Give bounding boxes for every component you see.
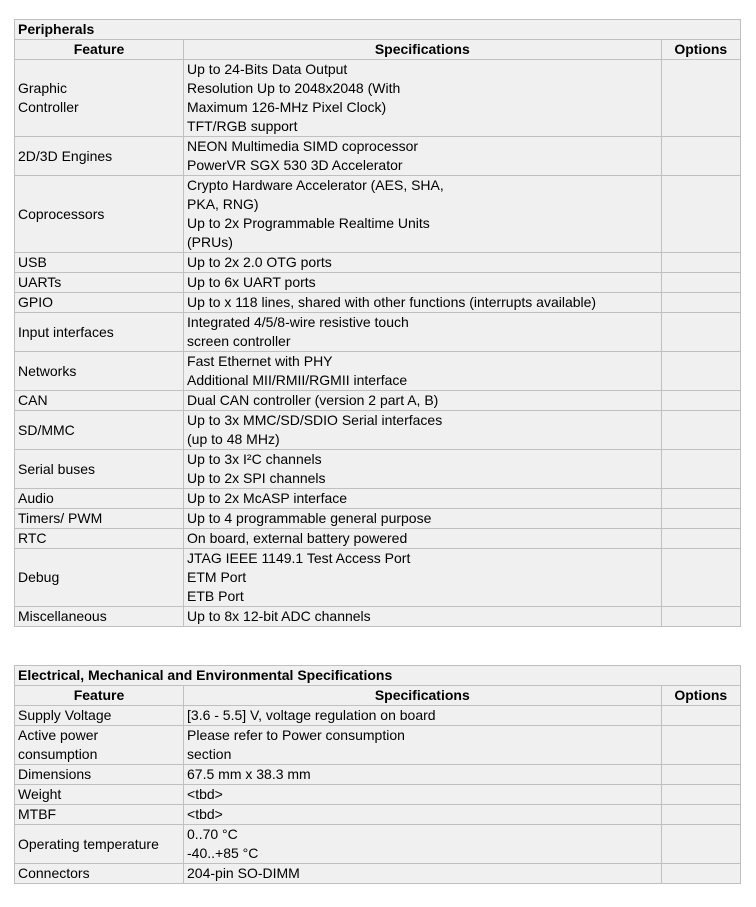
- options-cell: [661, 313, 740, 352]
- specifications-cell: [184, 391, 662, 411]
- feature-cell: [15, 253, 184, 273]
- specifications-cell: [184, 805, 662, 825]
- specifications-cell-line: [3.6 - 5.5] V, voltage regulation on board: [187, 707, 436, 723]
- options-header: Options: [661, 686, 740, 706]
- specifications-cell: [184, 293, 662, 313]
- options-cell: [661, 391, 740, 411]
- options-cell: [661, 411, 740, 450]
- options-cell: [661, 825, 740, 864]
- feature-cell-line: Debug: [18, 569, 60, 585]
- feature-cell: [15, 489, 184, 509]
- specifications-cell-line: Up to 2x 2.0 OTG ports: [187, 254, 332, 270]
- feature-cell-line: MTBF: [18, 806, 57, 822]
- options-cell: [661, 352, 740, 391]
- specifications-cell-line: NEON Multimedia SIMD coprocessor: [187, 138, 419, 154]
- specifications-cell-line: (PRUs): [187, 234, 233, 250]
- specifications-cell-line: Up to 6x UART ports: [187, 274, 316, 290]
- feature-cell-line: Supply Voltage: [18, 707, 112, 723]
- options-cell: [661, 706, 740, 726]
- feature-cell: [15, 706, 184, 726]
- options-cell: [661, 607, 740, 627]
- feature-cell-line: Weight: [18, 786, 62, 802]
- table-title-row: [15, 666, 741, 686]
- specifications-cell-line: -40..+85 °C: [187, 845, 259, 861]
- feature-cell-line: Coprocessors: [18, 205, 105, 222]
- specifications-cell-line: screen controller: [187, 333, 291, 349]
- feature-cell-line: Dimensions: [18, 766, 92, 782]
- feature-cell: [15, 726, 184, 765]
- specifications-cell-line: Please refer to Power consumption: [187, 727, 405, 743]
- specifications-header: Specifications: [184, 686, 662, 706]
- options-header: Options: [661, 40, 740, 60]
- feature-cell-line: Active power: [18, 727, 99, 743]
- specifications-cell: [184, 509, 662, 529]
- feature-cell: [15, 411, 184, 450]
- feature-cell: [15, 805, 184, 825]
- feature-cell-line: Networks: [18, 362, 77, 379]
- feature-cell-line: Connectors: [18, 865, 90, 881]
- table-row: [15, 352, 741, 391]
- specifications-cell: [184, 450, 662, 489]
- specifications-cell-line: Up to 2x SPI channels: [187, 470, 326, 486]
- feature-cell-line: 2D/3D Engines: [18, 147, 113, 164]
- options-cell: [661, 489, 740, 509]
- options-cell: [661, 176, 740, 253]
- specifications-cell: [184, 273, 662, 293]
- feature-cell: [15, 391, 184, 411]
- specifications-cell-line: Up to 3x I²C channels: [187, 451, 322, 467]
- table-row: [15, 607, 741, 627]
- options-cell: [661, 549, 740, 607]
- specifications-cell-line: 0..70 °C: [187, 826, 238, 842]
- options-cell: [661, 450, 740, 489]
- specifications-cell-line: Additional MII/RMII/RGMII interface: [187, 372, 408, 388]
- table-row: [15, 391, 741, 411]
- feature-cell-line: RTC: [18, 530, 47, 546]
- specifications-cell-line: Resolution Up to 2048x2048 (With: [187, 80, 401, 96]
- options-cell: [661, 785, 740, 805]
- options-cell: [661, 529, 740, 549]
- specifications-cell-line: Dual CAN controller (version 2 part A, B): [187, 392, 439, 408]
- table-title-row: [15, 20, 741, 40]
- feature-cell-line: Timers/ PWM: [18, 510, 103, 526]
- options-cell: [661, 805, 740, 825]
- options-cell: [661, 60, 740, 137]
- feature-cell-line: consumption: [18, 746, 98, 762]
- specifications-cell: [184, 726, 662, 765]
- specifications-cell-line: <tbd>: [187, 786, 223, 802]
- specifications-cell: [184, 706, 662, 726]
- table-row: [15, 706, 741, 726]
- feature-cell: [15, 509, 184, 529]
- specifications-cell-line: On board, external battery powered: [187, 530, 408, 546]
- header-row: [15, 686, 741, 706]
- specifications-cell: [184, 60, 662, 137]
- table-row: [15, 825, 741, 864]
- options-cell: [661, 509, 740, 529]
- specifications-cell: [184, 825, 662, 864]
- header-row: [15, 40, 741, 60]
- table-row: [15, 293, 741, 313]
- specifications-cell-line: Up to x 118 lines, shared with other functions (interrupts available): [187, 294, 597, 310]
- specifications-cell: [184, 785, 662, 805]
- specifications-cell-line: PowerVR SGX 530 3D Accelerator: [187, 157, 403, 173]
- specifications-cell-line: (up to 48 MHz): [187, 431, 280, 447]
- specifications-cell-line: PKA, RNG): [187, 196, 259, 212]
- feature-cell: [15, 785, 184, 805]
- specifications-cell: [184, 864, 662, 884]
- feature-cell: [15, 313, 184, 352]
- table-row: [15, 864, 741, 884]
- feature-cell-line: Serial buses: [18, 460, 96, 477]
- options-cell: [661, 765, 740, 785]
- table-title: Electrical, Mechanical and Environmental Specifications: [15, 666, 741, 686]
- table-body: [15, 706, 741, 884]
- feature-cell: [15, 529, 184, 549]
- specifications-cell-line: Fast Ethernet with PHY: [187, 353, 333, 369]
- options-cell: [661, 293, 740, 313]
- table-row: [15, 805, 741, 825]
- table-row: [15, 313, 741, 352]
- table-row: [15, 176, 741, 253]
- table-row: [15, 509, 741, 529]
- feature-cell: [15, 176, 184, 253]
- feature-header: Feature: [15, 40, 184, 60]
- specifications-cell-line: 67.5 mm x 38.3 mm: [187, 766, 311, 782]
- feature-cell: [15, 293, 184, 313]
- specifications-cell-line: Crypto Hardware Accelerator (AES, SHA,: [187, 177, 444, 193]
- table-row: [15, 489, 741, 509]
- feature-cell: [15, 450, 184, 489]
- specifications-cell-line: Integrated 4/5/8-wire resistive touch: [187, 314, 409, 330]
- table-row: [15, 450, 741, 489]
- options-cell: [661, 726, 740, 765]
- specifications-cell: [184, 137, 662, 176]
- table-row: [15, 137, 741, 176]
- table-row: [15, 726, 741, 765]
- options-cell: [661, 864, 740, 884]
- specifications-cell: [184, 607, 662, 627]
- specifications-cell-line: Up to 3x MMC/SD/SDIO Serial interfaces: [187, 412, 443, 428]
- specifications-cell: [184, 489, 662, 509]
- feature-cell-line: USB: [18, 254, 47, 270]
- peripherals-table: [14, 19, 741, 627]
- specifications-cell-line: Up to 24-Bits Data Output: [187, 61, 348, 77]
- table-row: [15, 549, 741, 607]
- specifications-cell-line: Up to 2x Programmable Realtime Units: [187, 215, 430, 231]
- options-cell: [661, 253, 740, 273]
- feature-cell: [15, 273, 184, 293]
- options-cell: [661, 137, 740, 176]
- table-row: [15, 273, 741, 293]
- table-row: [15, 253, 741, 273]
- feature-header: Feature: [15, 686, 184, 706]
- electrical-table: [14, 665, 741, 884]
- feature-cell: [15, 549, 184, 607]
- feature-cell-line: GPIO: [18, 294, 54, 310]
- specifications-cell: [184, 176, 662, 253]
- feature-cell-line: Input interfaces: [18, 323, 114, 340]
- specifications-cell-line: Up to 8x 12-bit ADC channels: [187, 608, 371, 624]
- feature-cell: [15, 352, 184, 391]
- table-row: [15, 529, 741, 549]
- specifications-cell: [184, 529, 662, 549]
- specifications-cell-line: Up to 4 programmable general purpose: [187, 510, 432, 526]
- specifications-cell-line: TFT/RGB support: [187, 118, 298, 134]
- specifications-cell-line: 204-pin SO-DIMM: [187, 865, 300, 881]
- specifications-cell-line: Up to 2x McASP interface: [187, 490, 348, 506]
- feature-cell-line: CAN: [18, 392, 48, 408]
- feature-cell: [15, 607, 184, 627]
- specifications-header: Specifications: [184, 40, 662, 60]
- feature-cell-line: Controller: [18, 99, 79, 115]
- specifications-cell: [184, 411, 662, 450]
- table-row: [15, 60, 741, 137]
- specifications-cell: [184, 352, 662, 391]
- specifications-cell-line: section: [187, 746, 232, 762]
- table-row: [15, 765, 741, 785]
- table-row: [15, 411, 741, 450]
- feature-cell-line: Graphic: [18, 80, 68, 96]
- feature-cell: [15, 825, 184, 864]
- specifications-cell-line: ETB Port: [187, 588, 244, 604]
- specifications-cell: [184, 549, 662, 607]
- specifications-cell-line: ETM Port: [187, 569, 247, 585]
- specifications-cell-line: Maximum 126-MHz Pixel Clock): [187, 99, 387, 115]
- feature-cell-line: Audio: [18, 490, 54, 506]
- specifications-cell-line: JTAG IEEE 1149.1 Test Access Port: [187, 550, 411, 566]
- specifications-cell: [184, 253, 662, 273]
- specifications-cell: [184, 313, 662, 352]
- table-row: [15, 785, 741, 805]
- options-cell: [661, 273, 740, 293]
- specifications-cell-line: <tbd>: [187, 806, 223, 822]
- table-title: Peripherals: [15, 20, 741, 40]
- feature-cell: [15, 60, 184, 137]
- feature-cell-line: Miscellaneous: [18, 608, 107, 624]
- feature-cell-line: UARTs: [18, 274, 62, 290]
- feature-cell: [15, 137, 184, 176]
- feature-cell-line: SD/MMC: [18, 421, 75, 438]
- table-body: [15, 60, 741, 627]
- feature-cell: [15, 765, 184, 785]
- feature-cell: [15, 864, 184, 884]
- specifications-cell: [184, 765, 662, 785]
- feature-cell-line: Operating temperature: [18, 835, 159, 852]
